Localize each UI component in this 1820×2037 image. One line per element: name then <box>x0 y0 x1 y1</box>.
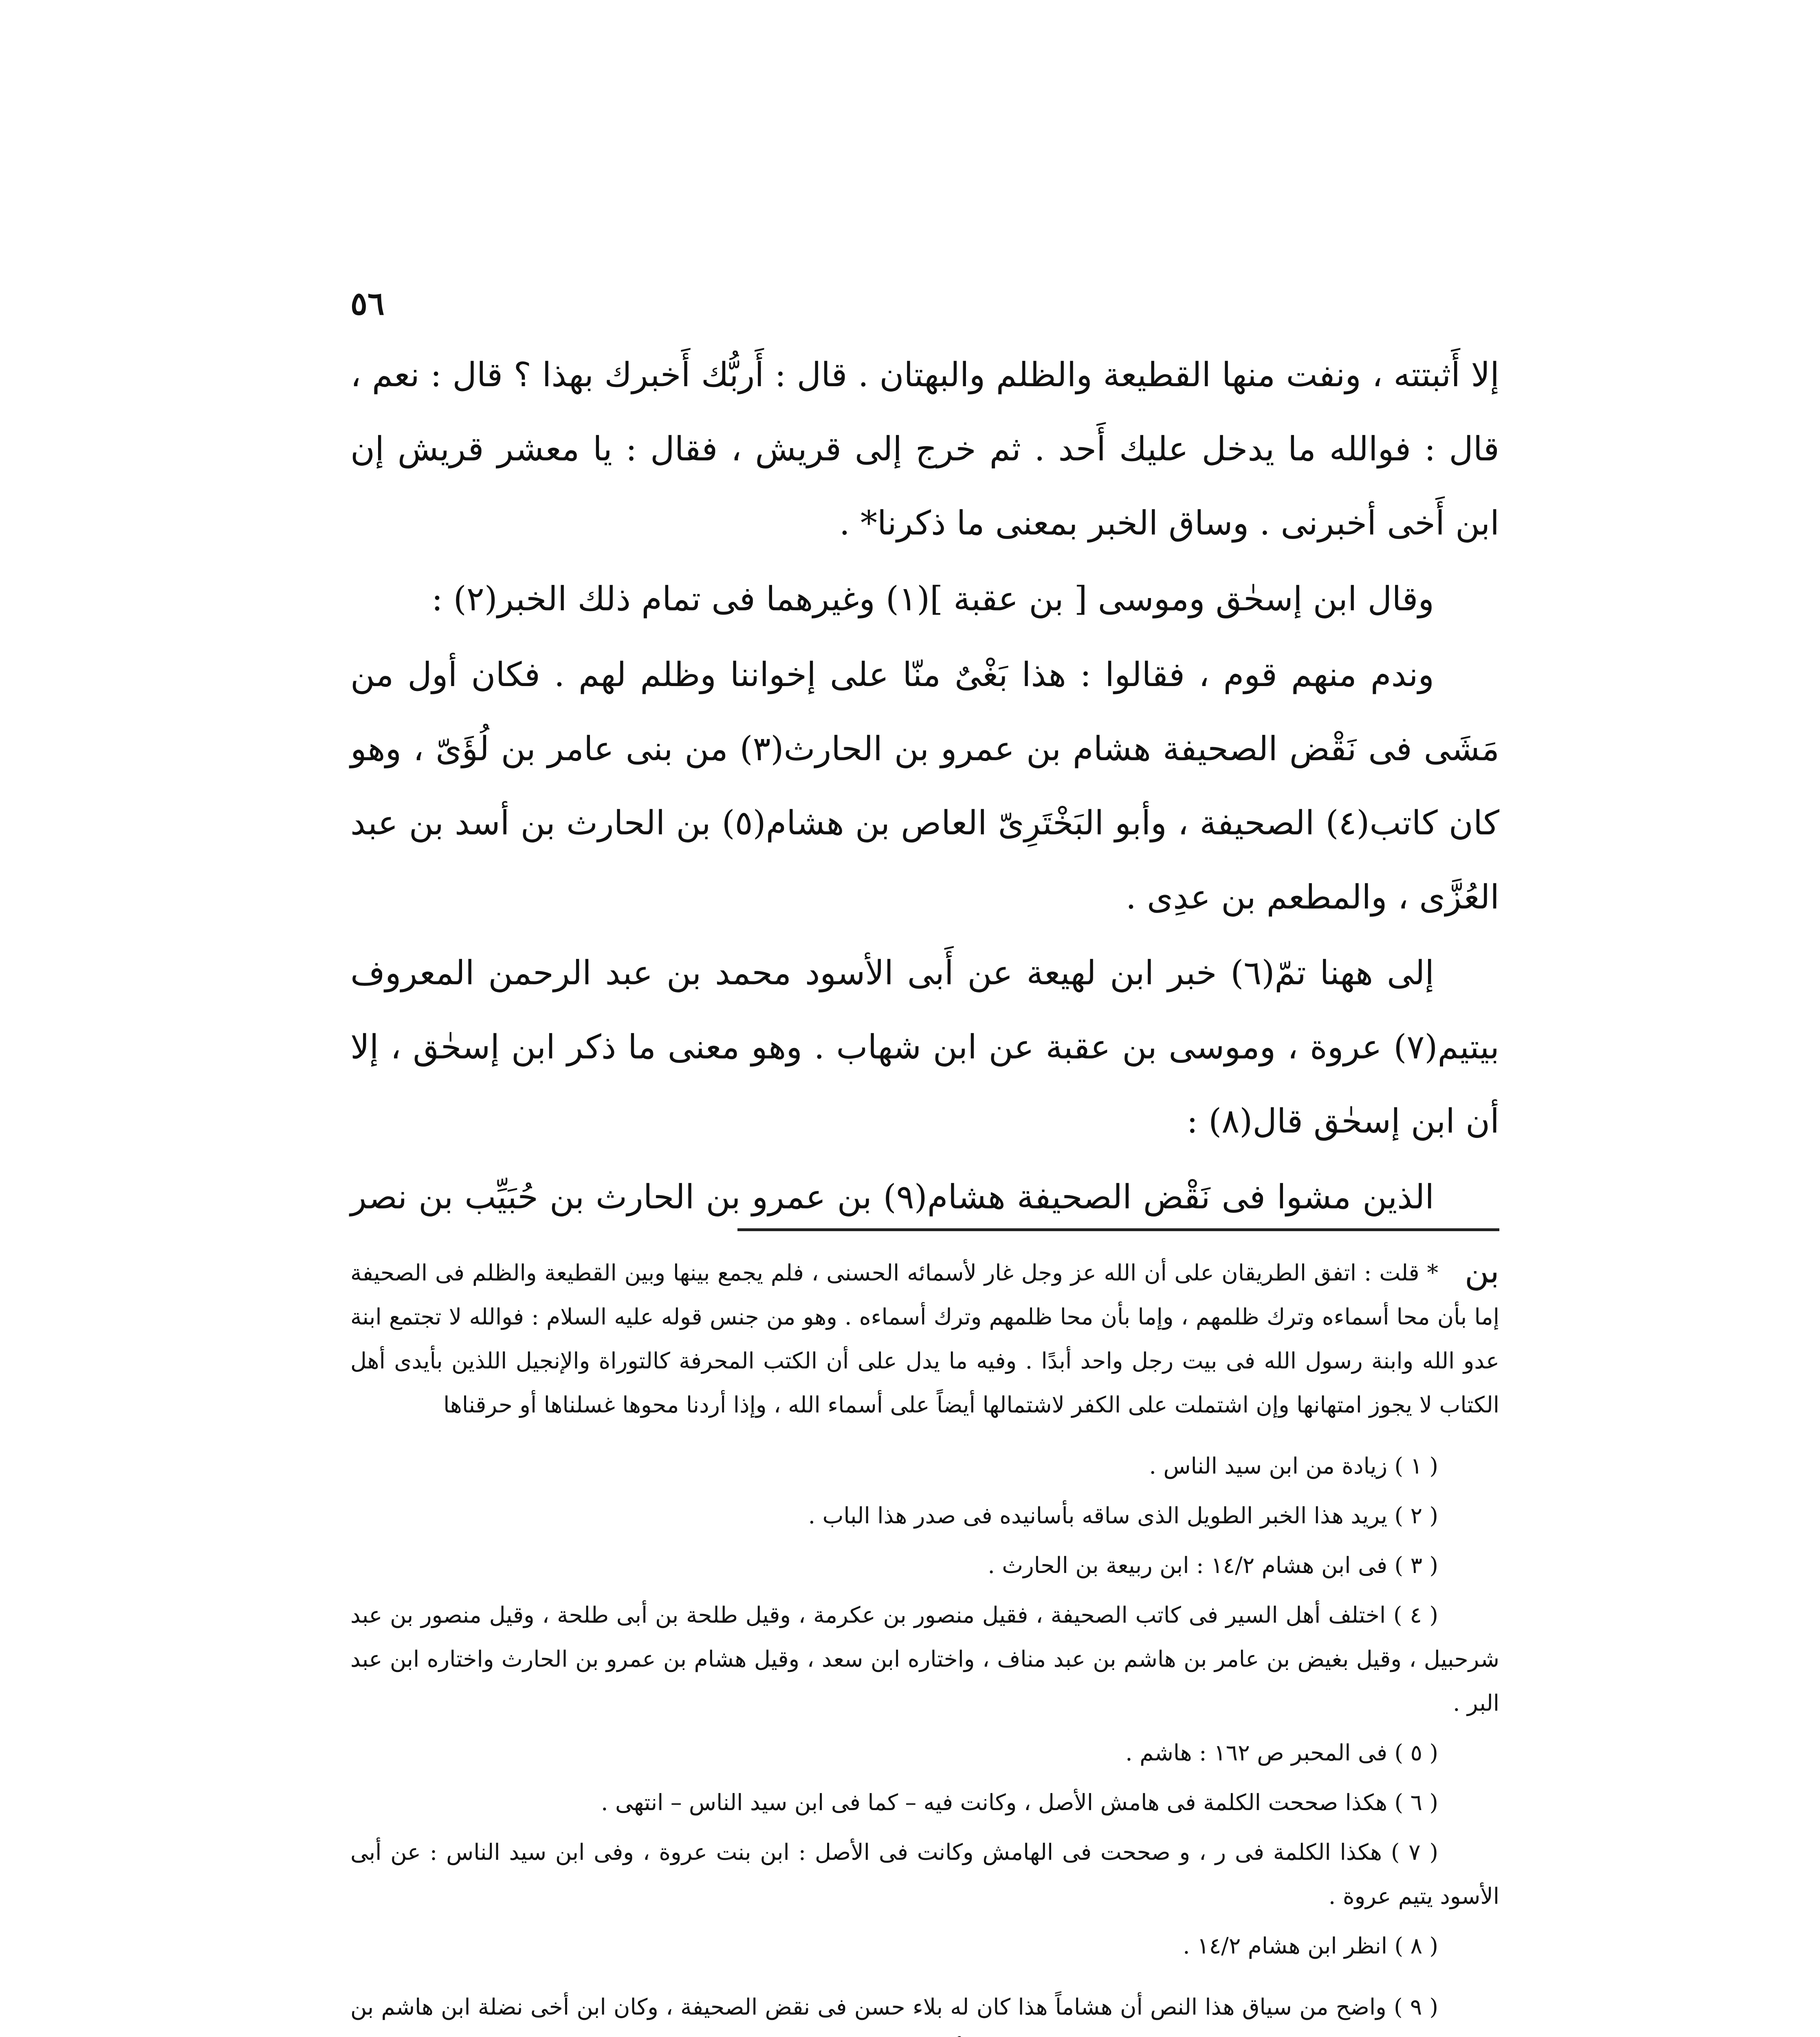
footnote: ( ٥ ) فى المحبر ص ١٦٢ : هاشم . <box>1125 1740 1438 1766</box>
footnote: ( ٢ ) يريد هذا الخبر الطويل الذى ساقه بأسانيده فى صدر هذا الباب . <box>808 1502 1438 1529</box>
footnote: ( ١ ) زيادة من ابن سيد الناس . <box>1149 1453 1438 1479</box>
footnote: ( ٣ ) فى ابن هشام ١٤/٢ : ابن ربيعة بن الحارث . <box>988 1552 1438 1578</box>
footnotes <box>350 1251 1499 2037</box>
footnote: ( ٩ ) واضح من سياق هذا النص أن هشاماً هذا كان له بلاء حسن فى نقض الصحيفة ، وكان ابن أخى نضلة ابن هاشم بن <box>350 1994 1438 2020</box>
footnote: ( ٨ ) انظر ابن هشام ١٤/٢ . <box>1183 1933 1438 1959</box>
footnote: ( ٦ ) هكذا صححت الكلمة فى هامش الأصل ، وكانت فيه – كما فى ابن سيد الناس – انتهى . <box>601 1789 1438 1815</box>
footnote: ( ٧ ) هكذا الكلمة فى ر ، و صححت فى الهامش وكانت فى الأصل : ابن بنت عروة ، وفى ابن سيد الناس : عن أبى الأسود يتيم عروة . <box>350 1839 1499 1909</box>
page-number: ٥٦ <box>350 285 385 322</box>
main-paragraph: وندم منهم قوم ، فقالوا : هذا بَغْىٌ منّا على إخواننا وظلم لهم . فكان أول من مَشَى فى نَقْض الصحيفة هشام بن عمرو بن الحارث(٣) من بنى عامر بن لُؤَىّ ، وهو كان كاتب(٤) الصحيفة ، وأبو البَخْتَرِىّ العاص بن هشام(٥) بن الحارث بن أسد بن عبد العُزَّى ، والمطعم بن عدِى . <box>350 656 1499 917</box>
footnote-star: * قلت : اتفق الطريقان على أن الله عز وجل غار لأسمائه الحسنى ، فلم يجمع بينها وبين القطيعة والظلم فى الصحيفة إما بأن محا أسماءه وترك ظلمهم ، وإما بأن محا ظلمهم وترك أسماءه . وهو من جنس قوله عليه السلام : فوالله لا تجتمع ابنة عدو الله وابنة رسول الله فى بيت رجل واحد أبدًا . وفيه ما يدل على أن الكتب المحرفة كالتوراة والإنجيل اللذين بأيدى أهل الكتاب لا يجوز امتهانها وإن اشتملت على الكفر لاشتمالها أيضاً على أسماء الله ، وإذا أردنا محوها غسلناها أو حرقناها <box>350 1260 1499 1418</box>
main-paragraph: وقال ابن إسحٰق وموسى [ بن عقبة ](١) وغيرهما فى تمام ذلك الخبر(٢) : <box>431 580 1434 618</box>
footnote: ( ٤ ) اختلف أهل السير فى كاتب الصحيفة ، فقيل منصور بن عكرمة ، وقيل طلحة بن أبى طلحة ، وقيل منصور بن عبد شرحبيل ، وقيل بغيض بن عامر بن هاشم بن عبد مناف ، واختاره ابن سعد ، وقيل هشام بن عمرو بن الحارث واختاره ابن عبد البر . <box>350 1602 1499 1716</box>
main-paragraph: الذين مشوا فى نَقْض الصحيفة هشام(٩) بن عمرو بن الحارث بن حُبَيِّب بن نصر بن <box>350 1178 1499 1291</box>
footnote-divider <box>737 1228 1499 1231</box>
main-paragraph: إلا أَثبتته ، ونفت منها القطيعة والظلم والبهتان . قال : أَربُّك أَخبرك بهذا ؟ قال : نعم ، قال : فوالله ما يدخل عليك أَحد . ثم خرج إلى قريش ، فقال : يا معشر قريش إن ابن أَخى أخبرنى . وساق الخبر بمعنى ما ذكرنا* . <box>350 356 1499 543</box>
main-text <box>350 338 1499 1310</box>
main-paragraph: إلى ههنا تمّ(٦) خبر ابن لهيعة عن أَبى الأسود محمد بن عبد الرحمن المعروف بيتيم(٧) عروة ، وموسى بن عقبة عن ابن شهاب . وهو معنى ما ذكر ابن إسحٰق ، إلا أن ابن إسحٰق قال(٨) : <box>350 954 1499 1141</box>
